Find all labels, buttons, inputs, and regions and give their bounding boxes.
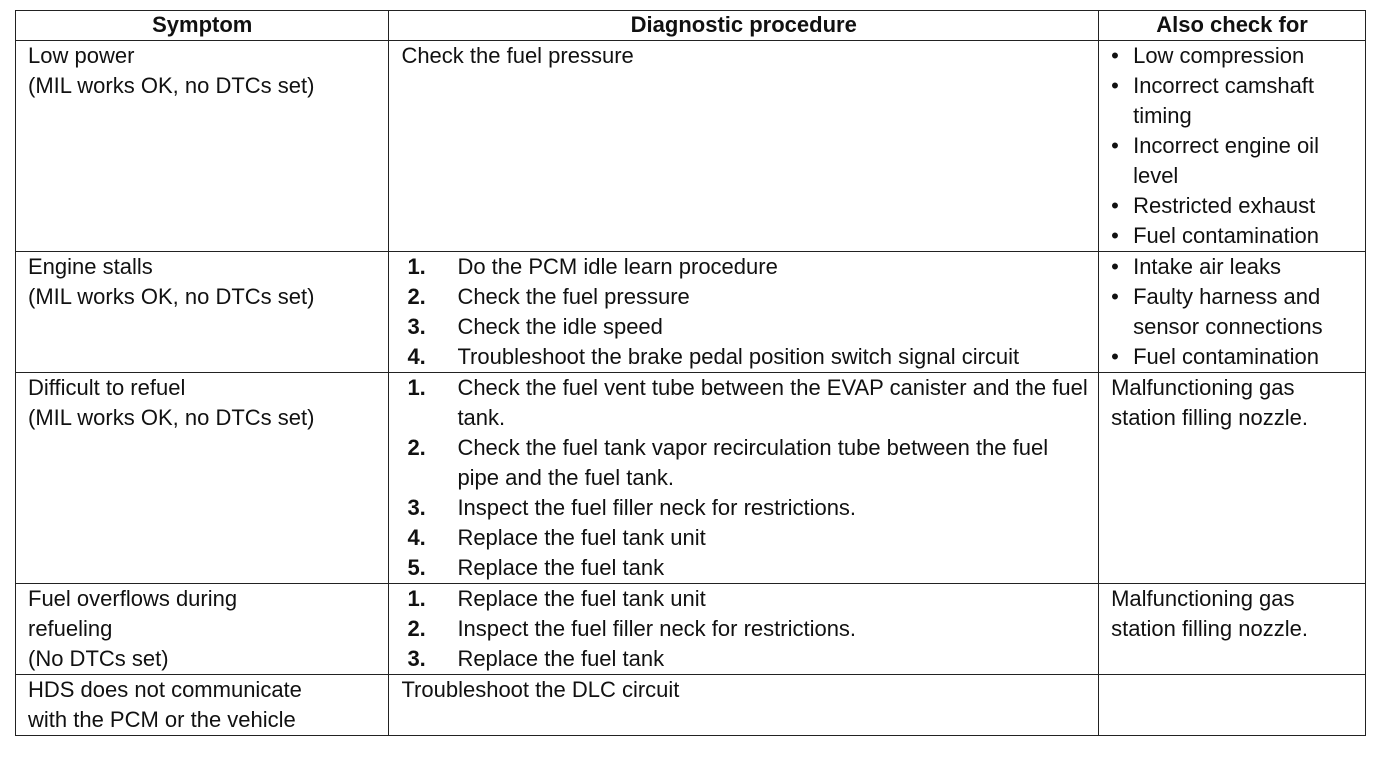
step-text: Inspect the fuel filler neck for restrictions.: [457, 495, 857, 520]
bullet-icon: •: [1111, 223, 1119, 248]
bullet-icon: •: [1111, 193, 1119, 218]
step-text: Replace the fuel tank unit: [457, 525, 706, 550]
bullet-icon: •: [1111, 43, 1119, 68]
table-row: [16, 41, 1366, 252]
procedure-cell: [389, 584, 1099, 675]
list-item: [1111, 71, 1365, 131]
list-item: [1111, 342, 1365, 372]
symptom-cell: [16, 675, 389, 736]
procedure-cell: [389, 252, 1099, 373]
header-also-check-for: Also check for: [1099, 11, 1366, 41]
step-number: 3.: [407, 495, 426, 520]
step-number: 4.: [407, 525, 426, 550]
procedure-cell: [389, 675, 1099, 736]
also-check-item: Incorrect engine oil level: [1133, 133, 1319, 188]
list-item: [407, 493, 1098, 523]
procedure-steps: [407, 584, 1098, 674]
symptom-line: HDS does not communicate: [28, 677, 302, 702]
symptom-cell: [16, 252, 389, 373]
step-number: 4.: [407, 344, 426, 369]
also-check-item: Intake air leaks: [1133, 254, 1282, 279]
step-text: Check the idle speed: [457, 314, 663, 339]
list-item: [407, 644, 1098, 674]
procedure-text: Troubleshoot the DLC circuit: [401, 677, 680, 702]
bullet-icon: •: [1111, 344, 1119, 369]
table-row: [16, 252, 1366, 373]
step-text: Replace the fuel tank: [457, 555, 665, 580]
step-text: Replace the fuel tank: [457, 646, 665, 671]
step-number: 3.: [407, 314, 426, 339]
step-number: 1.: [407, 375, 426, 400]
also-check-cell: [1099, 584, 1366, 675]
list-item: [407, 584, 1098, 614]
symptom-line: Engine stalls: [28, 254, 153, 279]
symptom-line: (MIL works OK, no DTCs set): [28, 405, 315, 430]
list-item: [407, 373, 1098, 433]
step-text: Replace the fuel tank unit: [457, 586, 706, 611]
procedure-steps: [407, 373, 1098, 583]
step-number: 2.: [407, 284, 426, 309]
also-check-item: Low compression: [1133, 43, 1305, 68]
list-item: [1111, 131, 1365, 191]
list-item: [1111, 191, 1365, 221]
also-check-item: Incorrect camshaft timing: [1133, 73, 1315, 128]
symptom-line: Low power: [28, 43, 135, 68]
also-check-cell: [1099, 373, 1366, 584]
step-number: 2.: [407, 616, 426, 641]
step-text: Check the fuel pressure: [457, 284, 690, 309]
also-check-cell: [1099, 675, 1366, 736]
step-text: Troubleshoot the brake pedal position switch signal circuit: [457, 344, 1020, 369]
also-check-cell: [1099, 41, 1366, 252]
table-header-row: [16, 11, 1366, 41]
list-item: [1111, 252, 1365, 282]
bullet-icon: •: [1111, 133, 1119, 158]
symptom-line: (MIL works OK, no DTCs set): [28, 73, 315, 98]
table-row: [16, 373, 1366, 584]
list-item: [1111, 41, 1365, 71]
list-item: [407, 342, 1098, 372]
also-check-item: Fuel contamination: [1133, 344, 1319, 369]
step-number: 1.: [407, 254, 426, 279]
list-item: [407, 312, 1098, 342]
also-check-list: [1111, 41, 1365, 251]
also-check-cell: [1099, 252, 1366, 373]
symptom-line: refueling: [28, 616, 113, 641]
also-check-text: Malfunctioning gas station filling nozzle.: [1111, 586, 1308, 641]
step-number: 2.: [407, 435, 426, 460]
header-diagnostic-procedure: Diagnostic procedure: [389, 11, 1099, 41]
symptom-cell: [16, 41, 389, 252]
list-item: [407, 614, 1098, 644]
procedure-steps: [407, 252, 1098, 372]
step-text: Check the fuel vent tube between the EVAP canister and the fuel tank.: [457, 375, 1088, 430]
step-text: Check the fuel tank vapor recirculation tube between the fuel pipe and the fuel tank.: [457, 435, 1049, 490]
table-row: [16, 675, 1366, 736]
list-item: [407, 252, 1098, 282]
step-number: 1.: [407, 586, 426, 611]
list-item: [407, 553, 1098, 583]
header-symptom: Symptom: [16, 11, 389, 41]
also-check-item: Fuel contamination: [1133, 223, 1319, 248]
also-check-item: Restricted exhaust: [1133, 193, 1316, 218]
step-number: 5.: [407, 555, 426, 580]
bullet-icon: •: [1111, 254, 1119, 279]
list-item: [1111, 221, 1365, 251]
step-number: 3.: [407, 646, 426, 671]
procedure-cell: [389, 41, 1099, 252]
symptom-line: with the PCM or the vehicle: [28, 707, 296, 732]
step-text: Inspect the fuel filler neck for restrictions.: [457, 616, 857, 641]
list-item: [407, 523, 1098, 553]
list-item: [407, 433, 1098, 493]
symptom-line: (MIL works OK, no DTCs set): [28, 284, 315, 309]
also-check-text: Malfunctioning gas station filling nozzle.: [1111, 375, 1308, 430]
list-item: [1111, 282, 1365, 342]
symptom-cell: [16, 584, 389, 675]
diagnostic-table: [15, 10, 1366, 736]
bullet-icon: •: [1111, 73, 1119, 98]
procedure-cell: [389, 373, 1099, 584]
bullet-icon: •: [1111, 284, 1119, 309]
list-item: [407, 282, 1098, 312]
also-check-item: Faulty harness and sensor connections: [1133, 284, 1323, 339]
procedure-text: Check the fuel pressure: [401, 43, 634, 68]
symptom-line: Difficult to refuel: [28, 375, 186, 400]
step-text: Do the PCM idle learn procedure: [457, 254, 778, 279]
table-row: [16, 584, 1366, 675]
symptom-cell: [16, 373, 389, 584]
symptom-line: (No DTCs set): [28, 646, 169, 671]
symptom-line: Fuel overflows during: [28, 586, 238, 611]
also-check-list: [1111, 252, 1365, 372]
